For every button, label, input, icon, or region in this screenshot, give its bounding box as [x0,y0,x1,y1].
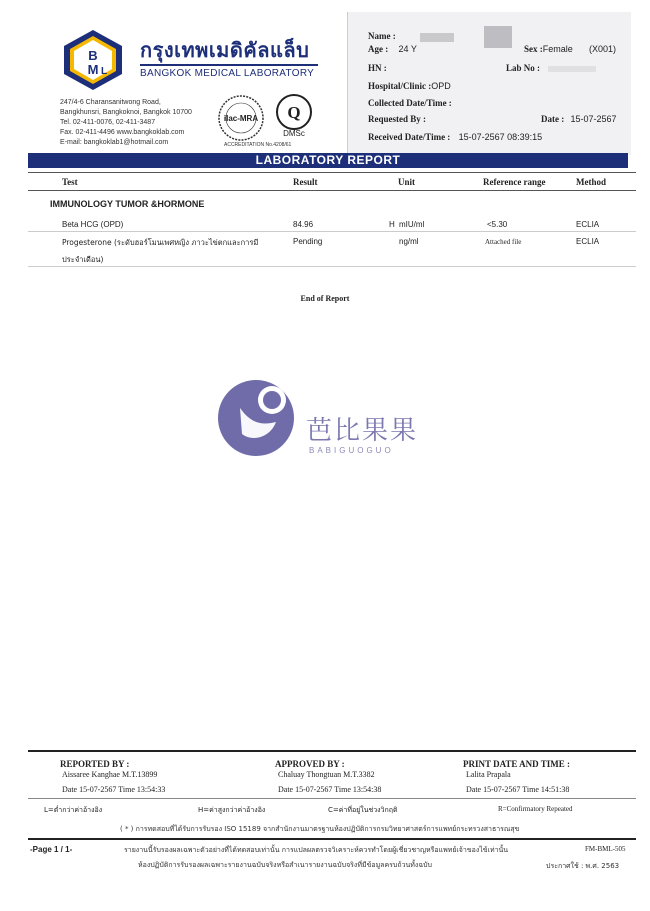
svg-text:L: L [100,66,108,77]
reported-by-name: Aissaree Kanghae M.T.13899 [62,770,158,779]
lab-name-underline [140,64,318,66]
approved-date: Date 15-07-2567 Time 13:54:38 [278,785,382,794]
patient-sex-row: Sex :Female (X001) [524,44,617,54]
column-unit: Unit [398,177,416,187]
printed-by-name: Lalita Prapala [466,770,511,779]
table-top-rule [28,172,636,173]
footer-mid-rule [28,798,636,799]
reported-date: Date 15-07-2567 Time 13:54:33 [62,785,166,794]
patient-info-panel [347,12,631,155]
approved-by-name: Chaluay Thongtuan M.T.3382 [278,770,375,779]
row-divider [28,266,636,267]
reported-by-label: REPORTED BY : [60,759,130,769]
redacted-name [420,33,454,42]
watermark-english: BABIGUOGUO [309,446,394,455]
ilac-seal-icon [216,93,266,143]
section-heading: IMMUNOLOGY TUMOR &HORMONE [50,199,205,209]
requested-row: Requested By : [368,114,426,124]
footer-top-rule [28,750,636,752]
print-date-label: PRINT DATE AND TIME : [463,759,571,769]
svg-text:B: B [88,48,98,63]
received-row: Received Date/Time : 15-07-2567 08:39:15 [368,132,543,142]
legend-repeated: R=Confirmatory Repeated [498,805,573,813]
row-divider [28,231,636,232]
form-code: FM-BML-505 [585,845,626,853]
hospital-row: Hospital/Clinic :OPD [368,81,451,91]
column-reference: Reference range [483,177,546,187]
iso-note: ( * ) การทดสอบที่ได้รับการรับรอง ISO 15189 จากสำนักงานมาตรฐานห้องปฏิบัติการกรมวิทยาศาสตร์การแพทย์กระทรวงสาธารณสุข [120,825,520,833]
test-name-continued: ประจำเดือน) [62,255,104,264]
test-reference: Attached file [485,238,522,246]
column-method: Method [576,177,606,187]
legend-low: L=ต่ำกว่าค่าอ้างอิง [44,806,103,814]
patient-hn-row: HN : [368,63,387,73]
test-method: ECLIA [576,237,600,246]
date-row: Date : 15-07-2567 [541,114,617,124]
end-of-report: End of Report [300,294,350,303]
test-method: ECLIA [576,220,600,229]
column-test: Test [62,177,78,187]
svg-text:Q: Q [287,103,301,122]
page-number: -Page 1 / 1- [30,845,73,854]
footer-bottom-rule [28,838,636,840]
test-unit: ng/ml [399,237,419,246]
report-title: LABORATORY REPORT [28,153,628,168]
lab-address: 247/4-6 Charansanitwong Road, Bangkhunsri, Bangkoknoi, Bangkok 10700 Tel. 02-411-0076, 02-411-3487 Fax. 02-411-4496 www.bangkoklab.com E-mail: bangkoklab1@hotmail.com [60,99,192,146]
test-result: Pending [293,237,323,246]
lab-no-row: Lab No : [506,63,596,73]
bml-logo-icon [62,28,124,92]
disclaimer-line-1: รายงานนี้รับรองผลเฉพาะตัวอย่างที่ได้ทดสอบเท่านั้น การแปลผลตรวจวิเคราะห์ควรทำโดยผู้เชี่ยวชาญหรือแพทย์เจ้าของไข้เท่านั้น [124,846,509,854]
test-result: 84.96 [293,220,314,229]
ilac-text: ilac-MRA [223,114,259,123]
legend-critical: C=ค่าที่อยู่ในช่วงวิกฤติ [328,806,398,814]
print-date: Date 15-07-2567 Time 14:51:38 [466,785,570,794]
test-name: Beta HCG (OPD) [62,220,124,229]
table-header-rule [28,190,636,191]
legend-high: H=ค่าสูงกว่าค่าอ้างอิง [198,806,266,814]
collected-row: Collected Date/Time : [368,98,452,108]
dms-text: DMSc [283,129,305,138]
lab-name-english: BANGKOK MEDICAL LABORATORY [140,68,315,79]
accreditation-number: ACCREDITATION No.4208/61 [224,142,292,148]
svg-text:M: M [87,62,99,77]
test-name: Progesterone (ระดับฮอร์โมนเพศหญิง ภาวะไข่ตกและการมี [62,238,259,247]
dms-seal-icon [274,92,314,138]
announce-date: ประกาศใช้ : พ.ศ. 2563 [546,862,620,870]
patient-name-row: Name : [368,26,512,48]
test-reference: <5.30 [487,220,508,229]
disclaimer-line-2: ห้องปฏิบัติการรับรองผลเฉพาะรายงานฉบับจริงหรือสำเนารายงานฉบับจริงที่มีข้อมูลครบถ้วนทั้งฉบับ [138,861,432,869]
lab-name-thai: กรุงเทพเมดิคัลแล็บ [140,38,310,62]
patient-age-row: Age : 24 Y [368,44,417,54]
watermark-logo-icon [216,378,296,458]
approved-by-label: APPROVED BY : [275,759,345,769]
redacted-photo [484,26,512,48]
watermark-chinese: 芭比果果 [306,416,419,446]
redacted-lab-no [548,66,596,72]
test-unit: mIU/ml [399,220,425,229]
result-flag: H [389,220,395,229]
column-result: Result [293,177,318,187]
